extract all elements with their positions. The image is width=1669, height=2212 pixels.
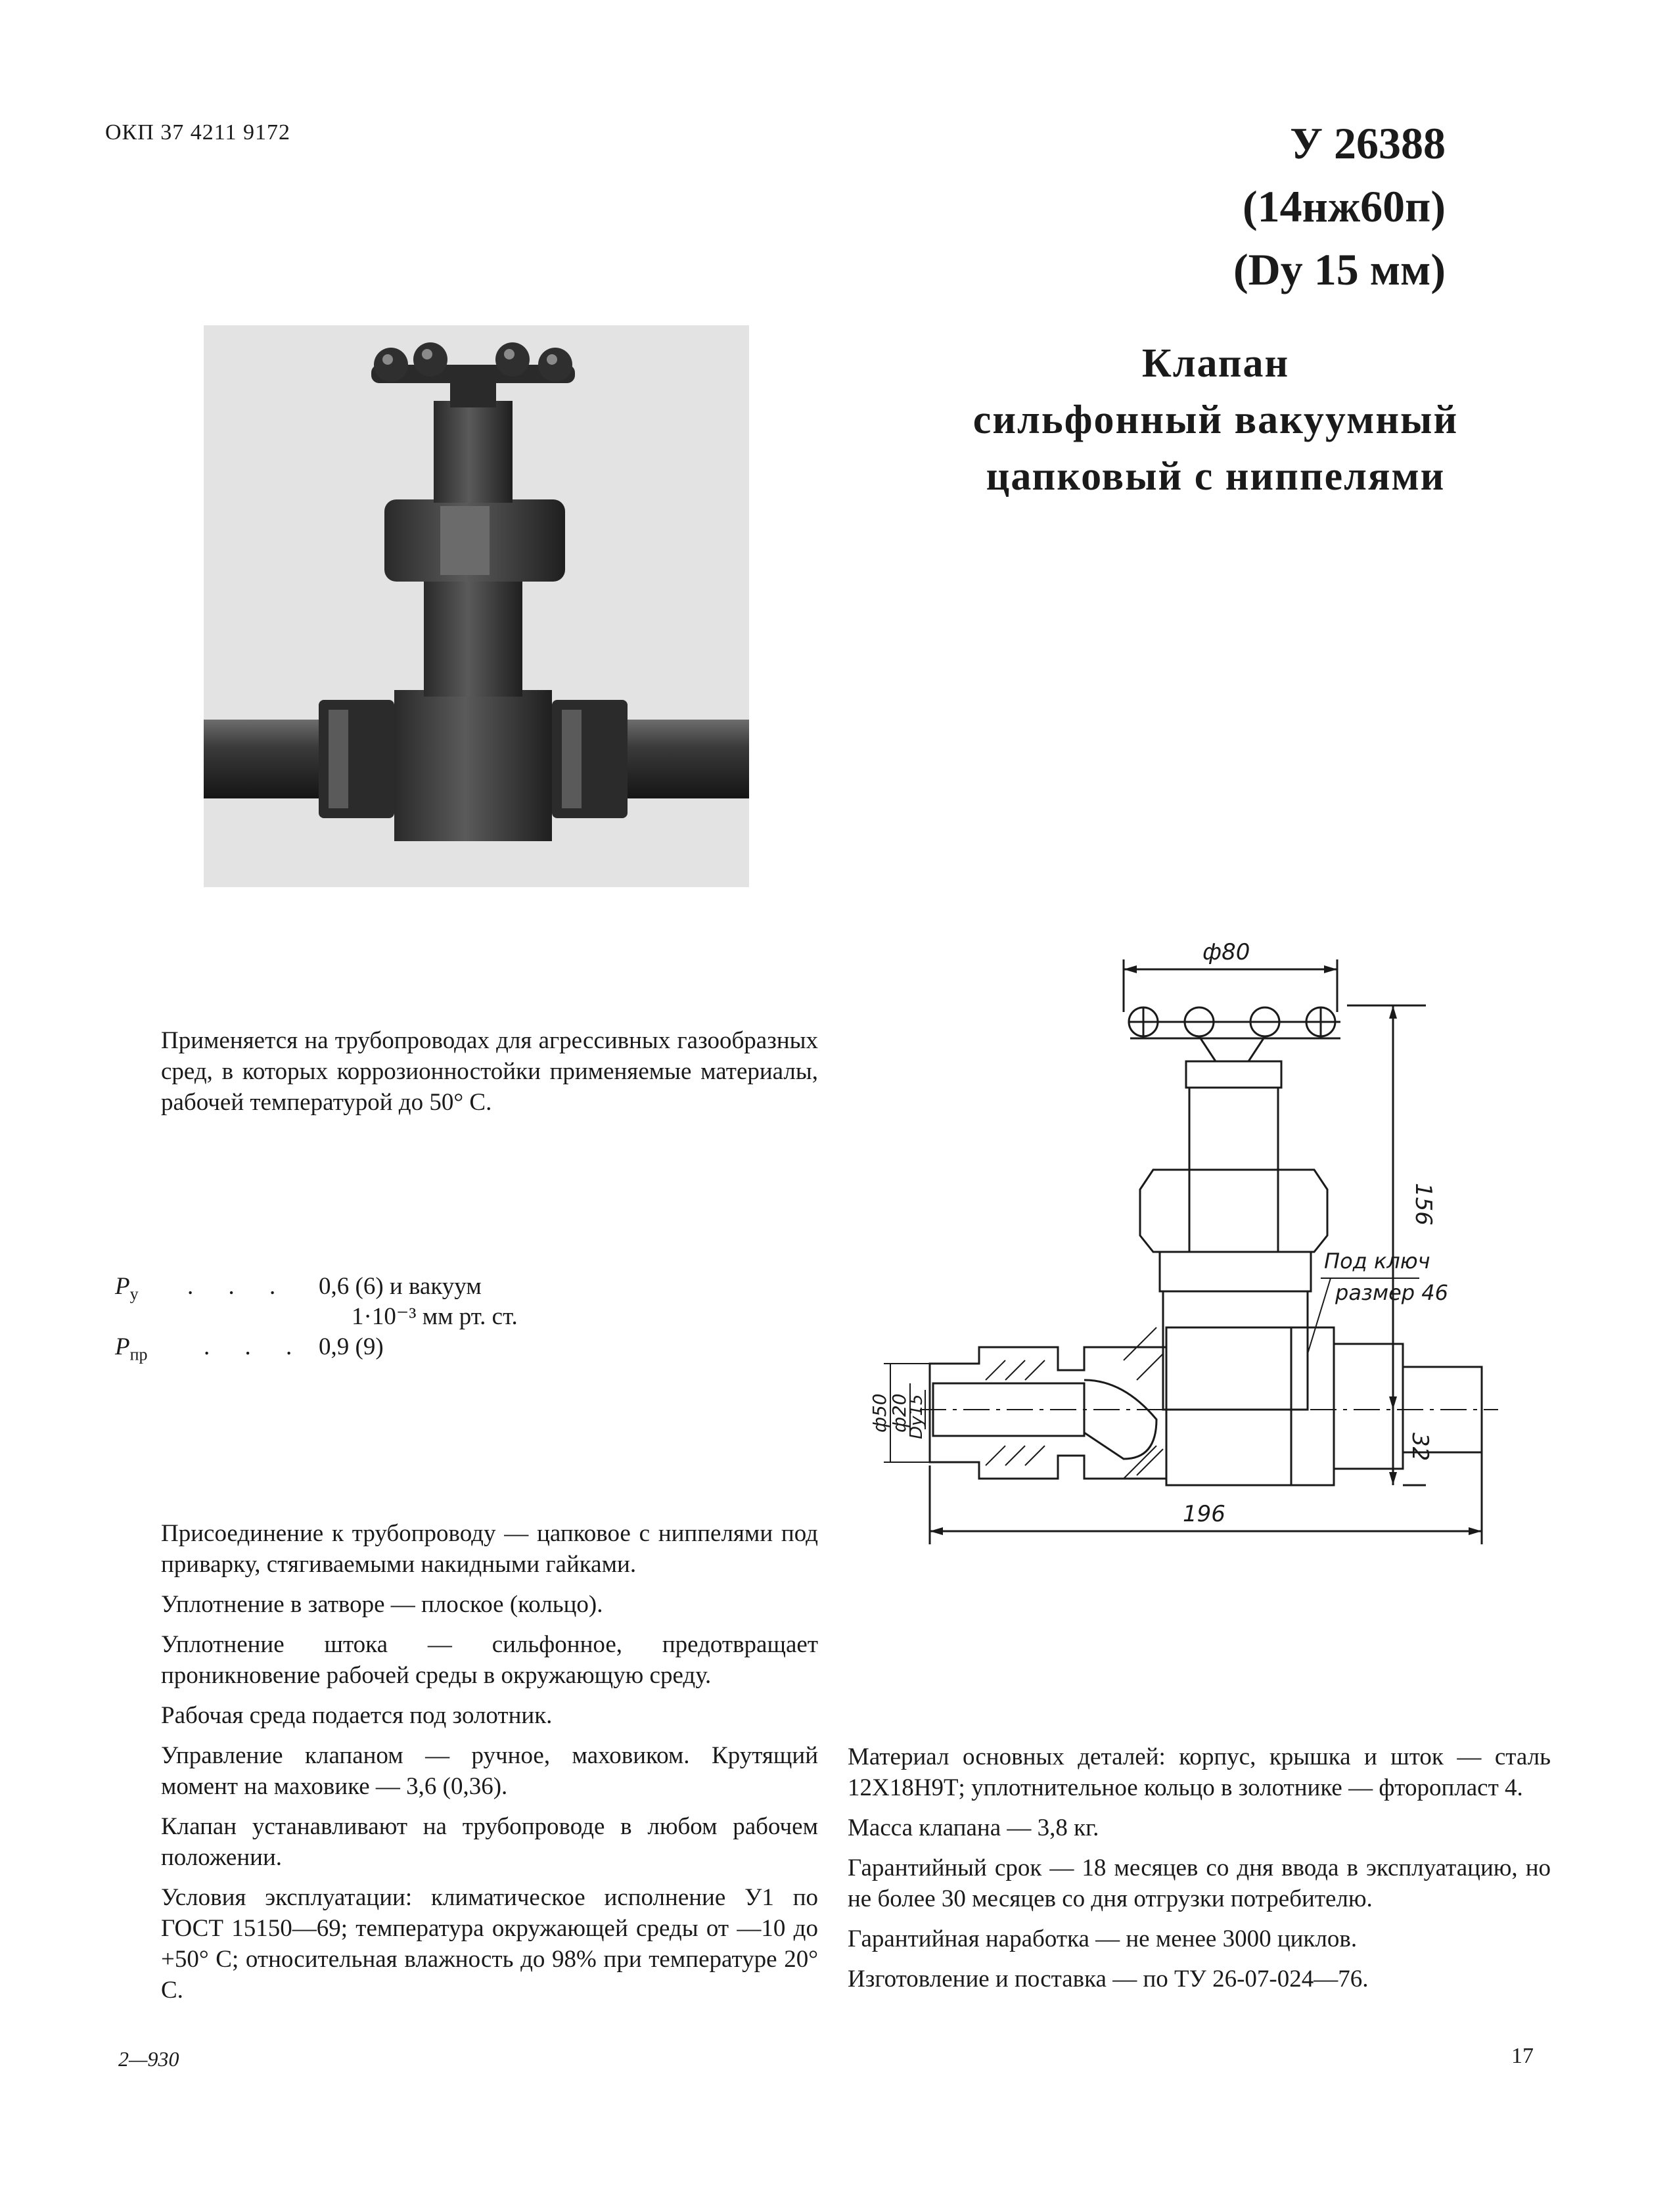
spec-value-vacuum: 1·10⁻³ мм рт. ст. <box>352 1303 518 1330</box>
dim-handwheel-label: ф80 <box>1202 939 1250 965</box>
page-title <box>920 335 1511 505</box>
dim-dy-label: Dy15 <box>907 1394 926 1439</box>
paragraph-connection: Присоединение к трубопроводу — цапковое с ниппелями под приварку, стягиваемыми накидными гайками. <box>161 1520 818 1578</box>
footer-print-code: 2—930 <box>118 2047 179 2071</box>
dim-50-label: ф50 <box>869 1393 890 1433</box>
application-text-block <box>161 1025 818 1118</box>
wrench-label-line-2: размер 46 <box>1335 1280 1448 1305</box>
valve-photo <box>204 325 749 887</box>
okp-code: ОКП 37 4211 9172 <box>105 120 291 145</box>
paragraph-installation: Клапан устанавливают на трубопроводе в любом рабочем положении. <box>161 1813 818 1871</box>
left-text-column <box>161 1518 818 2006</box>
dim-height-label: 156 <box>1410 1183 1436 1226</box>
paragraph-control: Управление клапаном — ручное, маховиком. Крутящий момент на маховике — 3,6 (0,36). <box>161 1742 818 1800</box>
paragraph-manufacture: Изготовление и поставка — по ТУ 26-07-024—76. <box>848 1966 1369 1993</box>
dim-32-label: 32 <box>1407 1433 1433 1462</box>
dim-length-label: 196 <box>1183 1501 1225 1527</box>
product-designation: (14нж60п) <box>1243 181 1446 231</box>
product-code: У 26388 <box>1290 118 1446 168</box>
paragraph-flow: Рабочая среда подается под золотник. <box>161 1702 553 1729</box>
valve-technical-drawing <box>848 920 1511 1544</box>
page-number: 17 <box>1511 2044 1534 2068</box>
spec-value: 0,6 (6) и вакуум <box>319 1273 482 1300</box>
title-line-1: Клапан <box>1141 341 1290 386</box>
spec-row-vacuum <box>115 1302 706 1332</box>
specs-block <box>115 1272 706 1362</box>
dim-20-label: ф20 <box>888 1393 910 1433</box>
paragraph-warranty: Гарантийный срок — 18 месяцев со дня ввода в эксплуатацию, но не более 30 месяцев со дня отгрузки потребителю. <box>848 1855 1551 1912</box>
paragraph-conditions: Условия эксплуатации: климатическое исполнение У1 по ГОСТ 15150—69; температура окружающей среды от —10 до +50° С; относительная влажность до 98% при температуре 20° С. <box>161 1884 818 2004</box>
spec-dots: . . . <box>204 1333 307 1360</box>
application-paragraph: Применяется на трубопроводах для агрессивных газообразных сред, в которых коррозионностойки применяемые материалы, рабочей температурой до 50° С. <box>161 1027 818 1116</box>
paragraph-seat-seal: Уплотнение в затворе — плоское (кольцо). <box>161 1591 603 1618</box>
nominal-diameter: (Dy 15 мм) <box>1233 244 1446 294</box>
spec-value: 0,9 (9) <box>319 1333 384 1360</box>
spec-symbol: $P_{пр}$ <box>115 1333 148 1364</box>
product-code-block <box>1104 112 1446 301</box>
paragraph-stem-seal: Уплотнение штока — сильфонное, предотвращает проникновение рабочей среды в окружающую среду. <box>161 1631 818 1689</box>
paragraph-materials: Материал основных деталей: корпус, крышка и шток — сталь 12Х18Н9Т; уплотнительное кольцо в золотнике — фторопласт 4. <box>848 1743 1551 1801</box>
right-text-column <box>848 1741 1551 1994</box>
spec-row-nominal-pressure <box>115 1272 706 1302</box>
wrench-label-line-1: Под ключ <box>1324 1249 1430 1274</box>
paragraph-mass: Масса клапана — 3,8 кг. <box>848 1814 1099 1841</box>
paragraph-cycles: Гарантийная наработка — не менее 3000 циклов. <box>848 1925 1358 1952</box>
spec-symbol: $P_у$ <box>115 1273 139 1304</box>
spec-row-test-pressure <box>115 1332 706 1362</box>
title-line-2: сильфонный вакуумный <box>972 398 1459 442</box>
spec-dots: . . . <box>187 1273 290 1300</box>
title-line-3: цапковый с ниппелями <box>986 454 1446 499</box>
